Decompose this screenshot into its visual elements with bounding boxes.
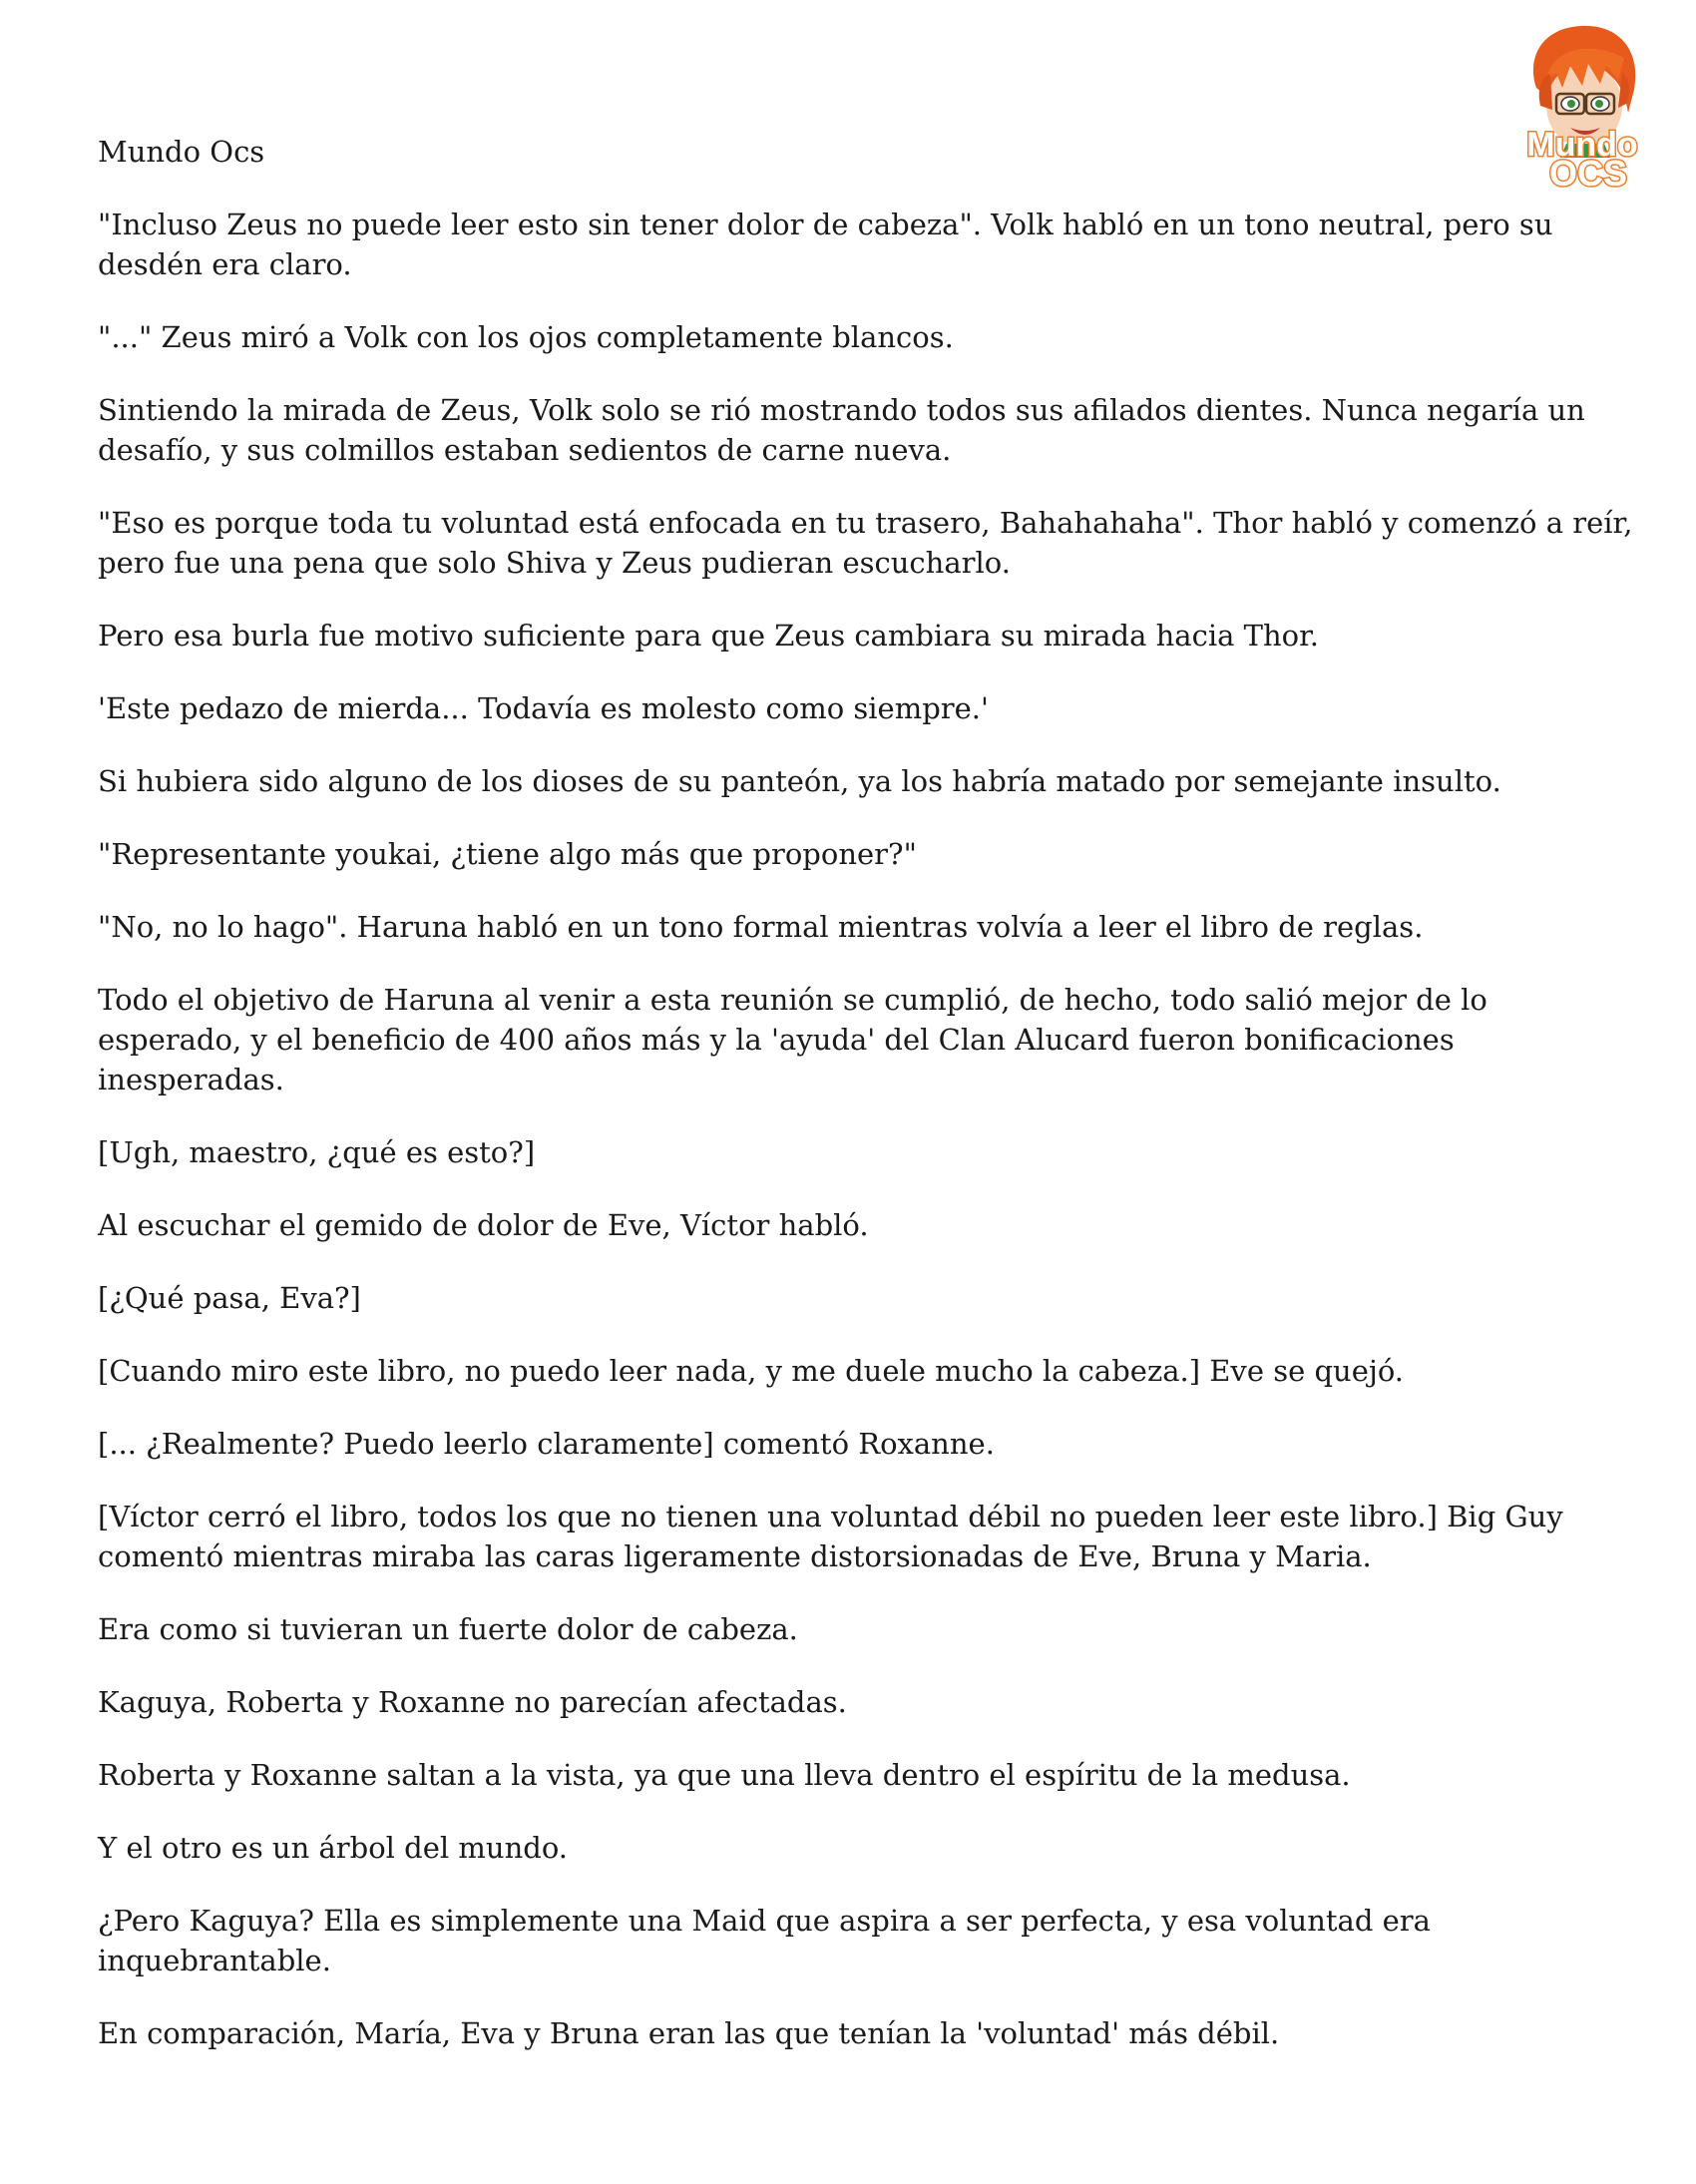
paragraph: Era como si tuvieran un fuerte dolor de cabeza.: [98, 1612, 798, 1646]
paragraph: Pero esa burla fue motivo suficiente para que Zeus cambiara su mirada hacia Thor.: [98, 619, 1319, 653]
paragraph: Y el otro es un árbol del mundo.: [98, 1831, 568, 1865]
paragraph: "No, no lo hago". Haruna habló en un tono formal mientras volvía a leer el libro de reglas.: [98, 910, 1424, 944]
paragraph: Todo el objetivo de Haruna al venir a esta reunión se cumplió, de hecho, todo salió mejor de lo esperado, y el beneficio de 400 años más y la 'ayuda' del Clan Alucard fueron bonificaciones inesperadas.: [98, 983, 1487, 1096]
paragraph: Al escuchar el gemido de dolor de Eve, Víctor habló.: [98, 1208, 869, 1242]
paragraph: [Cuando miro este libro, no puedo leer nada, y me duele mucho la cabeza.] Eve se quejó.: [98, 1354, 1405, 1388]
paragraph: "Incluso Zeus no puede leer esto sin tener dolor de cabeza". Volk habló en un tono neutral, pero su desdén era claro.: [98, 208, 1553, 281]
paragraph: [... ¿Realmente? Puedo leerlo claramente] comentó Roxanne.: [98, 1427, 995, 1461]
paragraph: En comparación, María, Eva y Bruna eran las que tenían la 'voluntad' más débil.: [98, 2016, 1280, 2050]
logo-text-line1: Mundo: [1526, 126, 1638, 164]
document-body: [98, 132, 1639, 2086]
paragraph: "Eso es porque toda tu voluntad está enfocada en tu trasero, Bahahahaha". Thor habló y comenzó a reír, pero fue una pena que solo Shiva y Zeus pudieran escucharlo.: [98, 506, 1633, 580]
paragraph: Roberta y Roxanne saltan a la vista, ya que una lleva dentro el espíritu de la medusa.: [98, 1758, 1351, 1792]
document-heading: Mundo Ocs: [98, 135, 265, 169]
paragraph: ¿Pero Kaguya? Ella es simplemente una Maid que aspira a ser perfecta, y esa voluntad era inquebrantable.: [98, 1904, 1431, 1977]
paragraph: [¿Qué pasa, Eva?]: [98, 1281, 361, 1315]
paragraph: 'Este pedazo de mierda... Todavía es molesto como siempre.': [98, 691, 989, 725]
paragraph: Si hubiera sido alguno de los dioses de su panteón, ya los habría matado por semejante insulto.: [98, 764, 1501, 798]
paragraph: Sintiendo la mirada de Zeus, Volk solo se rió mostrando todos sus afilados dientes. Nunca negaría un desafío, y sus colmillos estaban sedientos de carne nueva.: [98, 393, 1585, 467]
paragraph: [Ugh, maestro, ¿qué es esto?]: [98, 1135, 536, 1169]
paragraph: "Representante youkai, ¿tiene algo más que proponer?": [98, 837, 917, 871]
logo-text-line2: OCS: [1548, 153, 1628, 190]
paragraph: "..." Zeus miró a Volk con los ojos completamente blancos.: [98, 320, 954, 354]
paragraph: [Víctor cerró el libro, todos los que no tienen una voluntad débil no pueden leer este libro.] Big Guy comentó mientras miraba las caras ligeramente distorsionadas de Eve, Bruna y Maria.: [98, 1500, 1563, 1573]
paragraph: Kaguya, Roberta y Roxanne no parecían afectadas.: [98, 1685, 847, 1719]
